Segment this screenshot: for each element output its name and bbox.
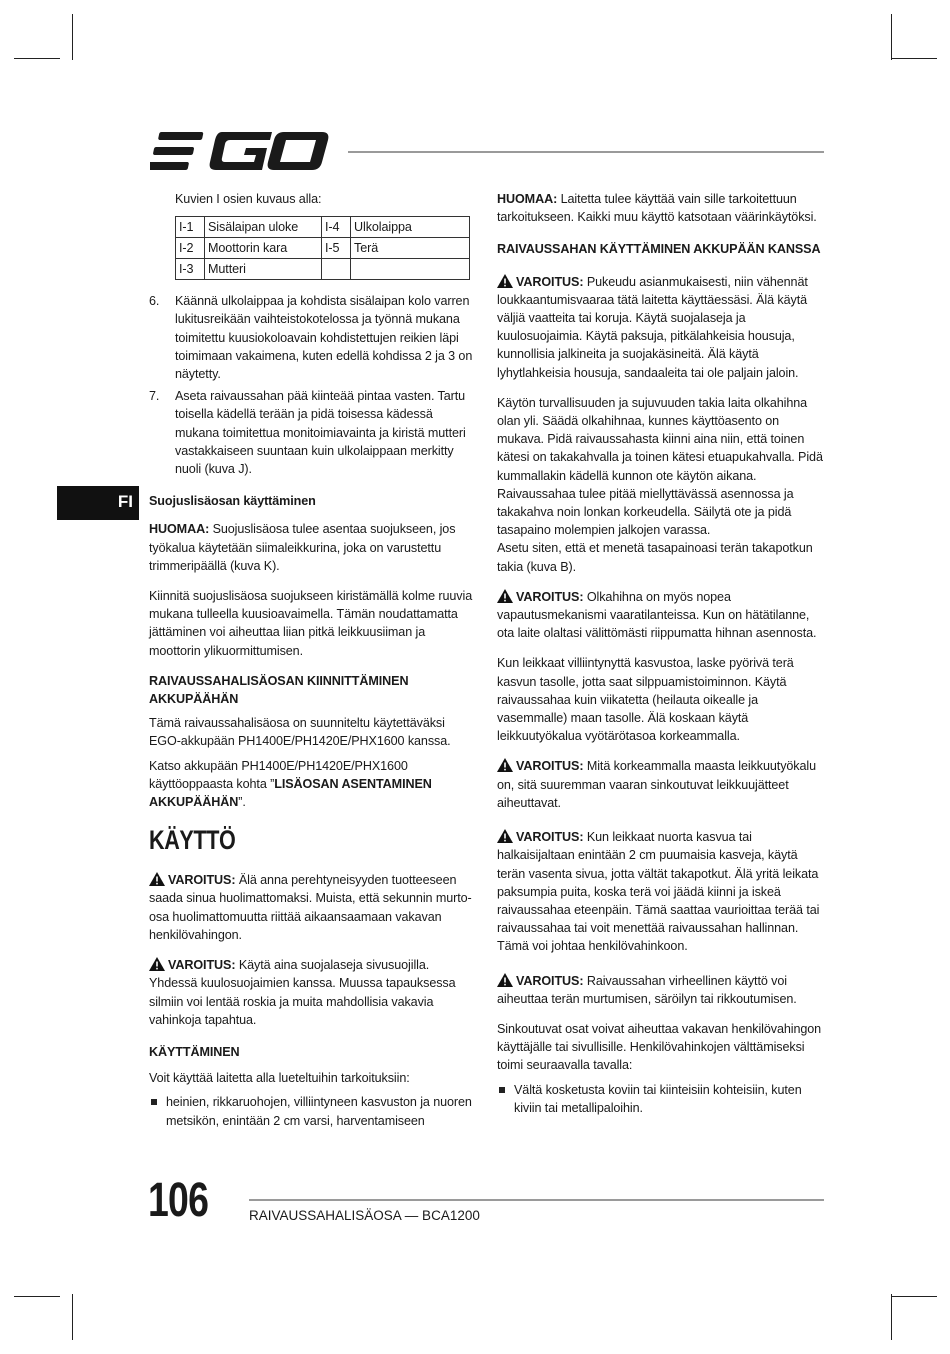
- attach-paragraph-2: [149, 757, 475, 812]
- balance-paragraph: Asetu siten, että et menetä tasapainoasi terän takapotkun takia (kuva B).: [497, 541, 813, 574]
- step-number: 6.: [149, 294, 160, 309]
- warning-paragraph: [149, 871, 475, 944]
- flying-parts-paragraph: Sinkoutuvat osat voivat aiheuttaa vakavan henkilövahingon käyttäjälle tai sivullisille. Henkilövahinkojen välttämiseksi toimi seuraavalla tavalla:: [497, 1021, 822, 1073]
- warning-text: Raivaussahan virheellinen käyttö voi aiheuttaa terän murtumisen, säröilyn tai rikkoutumisen.: [497, 973, 797, 1006]
- crop-mark: [14, 1296, 60, 1297]
- steps-list: [149, 292, 475, 478]
- language-tab-label: FI: [117, 492, 133, 511]
- warning-text: Mitä korkeammalla maasta leikkuutyökalu on, sitä suuremman vaaran sinkoutuvat leikkuujätteet aiheuttavat.: [497, 759, 817, 810]
- usage-intro: Voit käyttää laitetta alla lueteltuihin tarkoituksiin:: [149, 1071, 410, 1086]
- header-rule: [348, 151, 824, 153]
- avoid-list: [497, 1081, 824, 1117]
- warning-text: Olkahihna on myös nopea vapautusmekanismi vaaratilanteissa. Kun on hätätilanne, ota laite olaltasi välittömästi riippumatta hihnan asennosta.: [497, 589, 817, 641]
- warning-icon: [149, 957, 165, 971]
- usage-heading: KÄYTTÄMINEN: [149, 1044, 240, 1059]
- table-cell: Mutteri: [205, 259, 322, 280]
- warning-icon: [497, 973, 513, 987]
- warning-paragraph: [497, 828, 824, 955]
- usage-list: [149, 1093, 475, 1129]
- step-text: Käännä ulkolaippaa ja kohdista sisälaipan kolo varren lukitusreikään vaihteistokotelossa ja työnnä mukana toimitettu kuusiokoloavain kohdistettujen reikien läpi toimimaan vakaimena, kuten edellä kohdissa 2 ja 3 on näytetty.: [175, 294, 473, 382]
- crop-mark: [891, 58, 937, 59]
- warning-icon: [497, 589, 513, 603]
- warning-paragraph: [497, 273, 824, 382]
- note-label: HUOMAA:: [149, 522, 210, 537]
- attach-heading: RAIVAUSSAHALISÄOSAN KIINNITTÄMINEN AKKUPÄÄHÄN: [149, 673, 409, 707]
- footer-doc-title: RAIVAUSSAHALISÄOSA — BCA1200: [249, 1208, 480, 1223]
- parts-intro: Kuvien I osien kuvaus alla:: [175, 192, 322, 206]
- bullet-icon: [151, 1099, 157, 1105]
- bullet-text: heinien, rikkaruohojen, villiintyneen kasvuston ja nuoren metsikön, enintään 2 cm varsi, harventamiseen: [166, 1095, 472, 1128]
- crop-mark: [891, 14, 892, 60]
- safety-paragraph: Käytön turvallisuuden ja sujuvuuden takia laita olkahihna olan yli. Säädä olkahihnaa, kunnes käyttöasento on mukava. Pidä raivaussahasta kiinni aina niin, että toinen kätesi on takakahvalla ja toinen kätesi etuapukahvalla. Pidä kummallakin kädellä kunnon ote käytön aikana. Raivaussahaa tulee pitää miellyttävässä asennossa ja takakahva noin lonkan korkeudella. Säilytä ote ja pidä tasapaino molempien jalkojen varassa.: [497, 395, 823, 538]
- note-paragraph: [497, 190, 824, 226]
- bullet-text: Vältä kosketusta koviin tai kiinteisiin kohteisiin, kuten kiviin tai metallipaloihin.: [514, 1082, 802, 1115]
- table-row: [176, 238, 470, 259]
- footer-rule: [249, 1199, 824, 1201]
- table-row: [176, 259, 470, 280]
- warning-paragraph: [149, 956, 475, 1029]
- warning-text: Kun leikkaat nuorta kasvua tai halkaisijaltaan enintään 2 cm puumaisia kasveja, käytä terän vasenta sivua, jotta vältät takapotkut. Älä yritä leikata paksumpia puita, koska terä voi jäädä kiinni ja iskeä raivaussahaa eteenpäin. Tämä saattaa vaurioittaa terää tai raivaussahaa tai voit menettää raivaussahan hallinnan. Tämä voi johtaa henkilövahinkoon.: [497, 830, 820, 954]
- warning-icon: [497, 829, 513, 843]
- bullet-icon: [499, 1087, 505, 1093]
- note-paragraph: [149, 520, 475, 575]
- list-item: [149, 292, 475, 383]
- table-cell: I-5: [322, 238, 351, 259]
- table-cell: Ulkolaippa: [351, 217, 470, 238]
- table-cell: I-1: [176, 217, 205, 238]
- warning-text: Älä anna perehtyneisyyden tuotteeseen saada sinua huolimattomaksi. Muista, että sekunnin murto-osa huolimattomuutta riittää aikaansaamaan vakavan henkilövahingon.: [149, 873, 472, 942]
- warning-label: VAROITUS:: [516, 830, 584, 845]
- list-item: [497, 1081, 824, 1117]
- table-row: [176, 217, 470, 238]
- warning-label: VAROITUS:: [516, 973, 584, 988]
- warning-icon: [497, 274, 513, 288]
- list-item: [149, 387, 475, 478]
- crop-mark: [14, 58, 60, 59]
- table-cell: [322, 259, 351, 280]
- ego-logo: [150, 130, 330, 172]
- warning-icon: [497, 758, 513, 772]
- note-text: Suojuslisäosa tulee asentaa suojukseen, jos työkalua käytetään siimaleikkurina, joka on varustettu trimmeripäällä (kuva K).: [149, 522, 456, 573]
- step-number: 7.: [149, 389, 160, 404]
- right-column: [497, 190, 824, 1117]
- crop-mark: [891, 1294, 892, 1340]
- table-cell: I-4: [322, 217, 351, 238]
- language-tab: [57, 486, 139, 520]
- warning-text: Pukeudu asianmukaisesti, niin vähennät loukkaantumisvaaraa tätä laitetta käyttäessäsi. Älä käytä väljiä vaatteita tai koruja. Käytä suojalaseja ja kuulosuojaimia. Käytä paksuja, pitkälahkeisia housuja, kunnollisia jalkineita ja suojakäsineitä. Älä käytä lyhytlahkeisia housuja, sandaaleita tai ole paljain jaloin.: [497, 274, 808, 380]
- crop-mark: [72, 1294, 73, 1340]
- crop-mark: [72, 14, 73, 60]
- warning-icon: [149, 872, 165, 886]
- section-title: KÄYTTÖ: [149, 825, 236, 856]
- warning-paragraph: [497, 757, 824, 812]
- cutting-paragraph: Kun leikkaat villiintynyttä kasvustoa, laske pyörivä terä kasvun tasolle, jotta saat silppuamistoiminnon. Käytä raivaussahaa kuin viikatetta (heilauta oikealle ja vasemmalle) maan tasolle. Älä koskaan käytä leikkuutyökalua vyötärötasoa korkeammalla.: [497, 656, 794, 744]
- table-cell: I-2: [176, 238, 205, 259]
- note-text: Laitetta tulee käyttää vain sille tarkoitettuun tarkoitukseen. Kaikki muu käyttö katsotaan väärinkäytöksi.: [497, 192, 817, 225]
- left-column: [149, 190, 475, 1130]
- text-run: Katso akkupään PH1400E/PH1420E/PHX1600 käyttöoppaasta kohta ”: [149, 758, 408, 791]
- warning-label: VAROITUS:: [516, 274, 584, 289]
- attach-paragraph: Tämä raivaussahalisäosa on suunniteltu käytettäväksi EGO-akkupään PH1400E/PH1420E/PHX1600 kanssa.: [149, 716, 451, 749]
- table-cell: Moottorin kara: [205, 238, 322, 259]
- text-run: ”.: [238, 795, 246, 810]
- note-label: HUOMAA:: [497, 192, 558, 206]
- warning-label: VAROITUS:: [168, 873, 236, 888]
- parts-table: [175, 216, 470, 280]
- warning-label: VAROITUS:: [516, 759, 584, 774]
- table-cell: I-3: [176, 259, 205, 280]
- warning-label: VAROITUS:: [168, 958, 236, 973]
- warning-label: VAROITUS:: [516, 589, 584, 604]
- warning-text: Käytä aina suojalaseja sivusuojilla. Yhdessä kuulosuojaimien kanssa. Muussa tapauksessa silmiin voi lentää roskia ja muita mahdollisia vakavia vahinkoja tapahtua.: [149, 958, 456, 1027]
- warning-paragraph: [497, 588, 824, 643]
- guard-heading: Suojuslisäosan käyttäminen: [149, 494, 316, 509]
- warning-paragraph: [497, 972, 824, 1008]
- usage-section-heading: RAIVAUSSAHAN KÄYTTÄMINEN AKKUPÄÄN KANSSA: [497, 242, 821, 257]
- text-run-bold: LISÄOSAN ASENTAMINEN AKKUPÄÄHÄN: [149, 776, 432, 810]
- page-number: 106: [148, 1174, 209, 1227]
- step-text: Aseta raivaussahan pää kiinteää pintaa vasten. Tartu toisella kädellä terään ja pidä toisessa kädessä mukana toimitettua monitoimiavainta ja kiristä mutteri vastakkaiseen suuntaan kuin ulkolaippaan merkitty nuoli (kuva J).: [175, 389, 466, 477]
- list-item: [149, 1093, 475, 1129]
- table-cell: Terä: [351, 238, 470, 259]
- table-cell: Sisälaipan uloke: [205, 217, 322, 238]
- crop-mark: [891, 1296, 937, 1297]
- guard-paragraph: Kiinnitä suojuslisäosa suojukseen kiristämällä kolme ruuvia mukana tulleella kuusioavaimella. Tämän noudattamatta jättäminen voi aiheuttaa liian pitkä leikkuusiiman ja moottorin ylikuormittumisen.: [149, 589, 473, 658]
- table-cell: [351, 259, 470, 280]
